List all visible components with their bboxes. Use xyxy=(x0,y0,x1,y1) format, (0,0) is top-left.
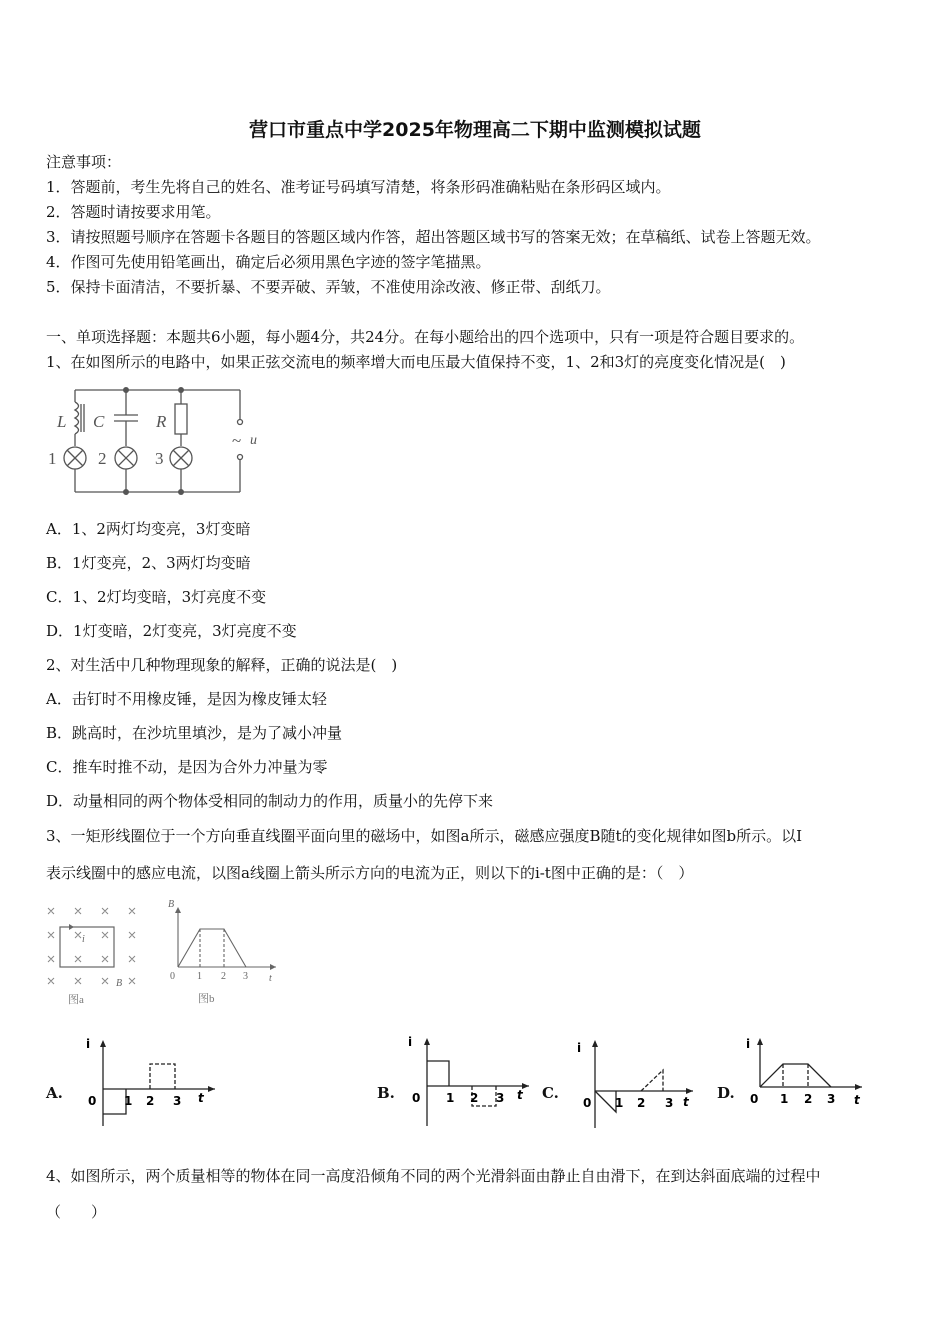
graph-tick: 0 xyxy=(412,1091,421,1105)
fig-b-caption: 图b xyxy=(198,993,215,1005)
graph-tick: 0 xyxy=(88,1094,97,1108)
inductor-label: L xyxy=(57,412,67,431)
question-4-blank: （ ） xyxy=(46,1203,107,1221)
section-heading: 一、单项选择题：本题共6小题，每小题4分，共24分。在每小题给出的四个选项中，只有一项是符合题目要求的。 xyxy=(46,328,805,346)
q3-figure-a xyxy=(44,900,154,1010)
source-label: u xyxy=(250,433,257,448)
q3-option-a-graph xyxy=(80,1034,220,1134)
graph-tick: 2 xyxy=(470,1091,479,1105)
graph-x-label: t xyxy=(517,1088,523,1102)
graph-tick: 1 xyxy=(780,1092,789,1106)
question-4-stem: 4、如图所示，两个质量相等的物体在同一高度沿倾角不同的两个光滑斜面由静止自由滑下，在到达斜面底端的过程中 xyxy=(46,1167,821,1185)
graph-x-label: t xyxy=(198,1091,204,1105)
graph-tick: 2 xyxy=(146,1094,155,1108)
q3-option-a-label: A. xyxy=(46,1084,63,1102)
fig-b-tick: 1 xyxy=(197,971,202,982)
q2-option-a: A．击钉时不用橡皮锤，是因为橡皮锤太轻 xyxy=(46,690,327,708)
graph-y-label: i xyxy=(408,1035,413,1049)
notice-item: 2．答题时请按要求用笔。 xyxy=(46,203,221,221)
graph-y-label: i xyxy=(746,1037,751,1051)
fig-b-y-label: B xyxy=(168,899,175,910)
q3-option-d-graph xyxy=(742,1034,877,1114)
graph-tick: 0 xyxy=(750,1092,759,1106)
q1-option-c: C．1、2灯均变暗，3灯亮度不变 xyxy=(46,588,267,606)
q3-option-c-label: C. xyxy=(542,1084,559,1102)
graph-tick: 0 xyxy=(583,1096,592,1110)
graph-y-label: i xyxy=(577,1041,582,1055)
fig-b-tick: 0 xyxy=(170,971,175,982)
graph-tick: 3 xyxy=(496,1091,505,1105)
graph-tick: 1 xyxy=(124,1094,133,1108)
q2-option-b: B．跳高时，在沙坑里填沙，是为了减小冲量 xyxy=(46,724,343,742)
question-3-line-1: 3、一矩形线圈位于一个方向垂直线圈平面向里的磁场中，如图a所示，磁感应强度B随t的变化规律如图b所示。以I xyxy=(46,827,803,845)
question-3-line-2: 表示线圈中的感应电流，以图a线圈上箭头所示方向的电流为正，则以下的i-t图中正确的是：（ ） xyxy=(46,864,694,882)
fig-a-current-label: i xyxy=(82,934,85,945)
graph-tick: 3 xyxy=(173,1094,182,1108)
notice-heading: 注意事项： xyxy=(46,153,122,171)
q3-option-b-label: B. xyxy=(377,1084,395,1102)
graph-tick: 3 xyxy=(827,1092,836,1106)
q1-circuit-figure xyxy=(40,382,280,497)
question-2-stem: 2、对生活中几种物理现象的解释，正确的说法是( ) xyxy=(46,656,398,674)
graph-tick: 1 xyxy=(446,1091,455,1105)
notice-item: 5．保持卡面清洁，不要折暴、不要弄破、弄皱，不准使用涂改液、修正带、刮纸刀。 xyxy=(46,278,611,296)
q1-option-d: D．1灯变暗，2灯变亮，3灯亮度不变 xyxy=(46,622,297,640)
q2-option-d: D．动量相同的两个物体受相同的制动力的作用，质量小的先停下来 xyxy=(46,792,494,810)
graph-x-label: t xyxy=(683,1095,689,1109)
capacitor-label: C xyxy=(93,412,105,431)
notice-item: 4．作图可先使用铅笔画出，确定后必须用黑色字迹的签字笔描黑。 xyxy=(46,253,491,271)
fig-b-x-label: t xyxy=(269,973,272,984)
q1-option-b: B．1灯变亮，2、3两灯均变暗 xyxy=(46,554,251,572)
q2-option-c: C．推车时推不动，是因为合外力冲量为零 xyxy=(46,758,328,776)
lamp-2-label: 2 xyxy=(98,449,107,468)
graph-tick: 2 xyxy=(804,1092,813,1106)
graph-y-label: i xyxy=(86,1037,91,1051)
q3-option-d-label: D. xyxy=(717,1084,735,1102)
q1-option-a: A．1、2两灯均变亮，3灯变暗 xyxy=(46,520,251,538)
fig-a-caption: 图a xyxy=(68,994,84,1006)
notice-item: 1．答题前，考生先将自己的姓名、准考证号码填写清楚，将条形码准确粘贴在条形码区域内。 xyxy=(46,178,671,196)
fig-b-tick: 2 xyxy=(221,971,226,982)
lamp-1-label: 1 xyxy=(48,449,57,468)
page-title: 营口市重点中学2025年物理高二下期中监测模拟试题 xyxy=(249,119,701,141)
ac-source-symbol: ~ xyxy=(232,431,242,450)
question-1-stem: 1、在如图所示的电路中，如果正弦交流电的频率增大而电压最大值保持不变，1、2和3灯的亮度变化情况是( ) xyxy=(46,353,786,371)
q3-option-c-graph xyxy=(573,1034,703,1134)
fig-b-tick: 3 xyxy=(243,971,248,982)
graph-x-label: t xyxy=(854,1093,860,1107)
q3-option-b-graph xyxy=(404,1034,539,1134)
lamp-3-label: 3 xyxy=(155,449,164,468)
q3-figure-b xyxy=(166,895,286,1010)
graph-tick: 2 xyxy=(637,1096,646,1110)
resistor-label: R xyxy=(156,412,167,431)
notice-item: 3．请按照题号顺序在答题卡各题目的答题区域内作答，超出答题区域书写的答案无效；在草稿纸、试卷上答题无效。 xyxy=(46,228,821,246)
graph-tick: 1 xyxy=(615,1096,624,1110)
graph-tick: 3 xyxy=(665,1096,674,1110)
fig-a-field-label: B xyxy=(116,978,123,989)
